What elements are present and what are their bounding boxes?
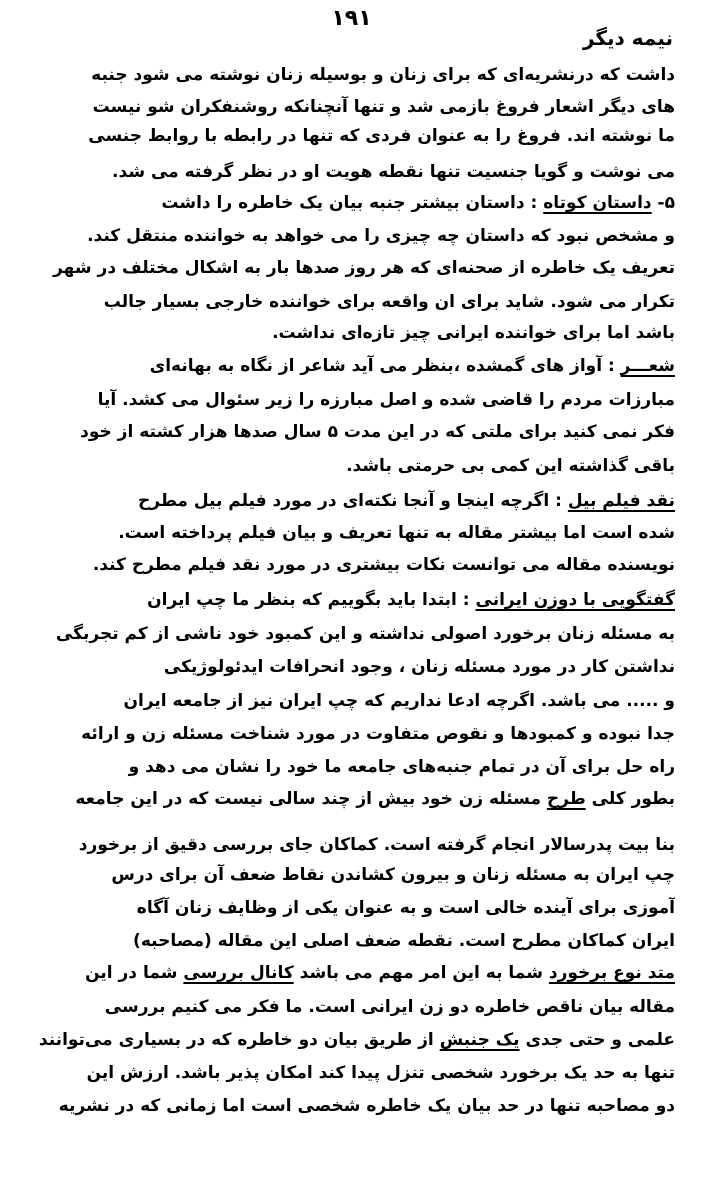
- line-text: می نوشت و گویا جنسیت تنها نقطه هویت او در نظر گرفته می شد.: [112, 162, 675, 182]
- line-text: جدا نبوده و کمبودها و نقوص متفاوت در مورد شناخت مسئله زن و ارائه: [81, 724, 675, 744]
- text-line: [23, 486, 675, 516]
- text-line: [23, 926, 675, 956]
- line-text: نویسنده مقاله می توانست نکات بیشتری در مورد نقد فیلم مطرح کند.: [92, 555, 675, 575]
- line-lead-text: بطور کلی: [585, 789, 675, 809]
- line-text: به مسئله زنان برخورد اصولی نداشته و این کمبود خود ناشی از کم تجربگی: [55, 624, 675, 644]
- text-line: [23, 784, 675, 814]
- text-line: [23, 417, 675, 447]
- text-line: [23, 385, 675, 415]
- section-heading: یک جنبش: [439, 1030, 520, 1050]
- text-line: [23, 1091, 675, 1121]
- section-heading: گفتگویی با دوزن ایرانی: [475, 590, 675, 610]
- line-text: نداشتن کار در مورد مسئله زنان ، وجود انحرافات ایدئولوژیکی: [163, 657, 675, 677]
- text-line: [23, 518, 675, 548]
- text-line: [23, 92, 675, 122]
- text-line: [23, 60, 675, 90]
- line-text: شما به این امر مهم می باشد: [293, 963, 549, 983]
- line-text: مبارزات مردم را قاضی شده و اصل مبارزه را زیر سئوال می کشد. آیا: [97, 390, 675, 410]
- page-number: ۱۹۱: [331, 6, 372, 31]
- text-line: [23, 157, 675, 187]
- line-text: ایران کماکان مطرح است. نقطه ضعف اصلی این مقاله (مصاحبه): [133, 931, 675, 951]
- text-line: [23, 318, 675, 348]
- text-line: [23, 619, 675, 649]
- line-text: تنها به حد یک برخورد شخصی تنزل پیدا کند امکان پذیر باشد. ارزش این: [86, 1063, 675, 1083]
- text-line: [23, 188, 675, 218]
- line-text: از طریق بیان دو خاطره که در بسیاری می‌توانند: [38, 1030, 440, 1050]
- line-text: بنا بیت پدرسالار انجام گرفته است. کماکان جای بررسی دقیق از برخورد: [78, 835, 675, 855]
- line-text: : ابتدا باید بگوییم که بنظر ما چپ ایران: [147, 590, 476, 610]
- text-line: [23, 719, 675, 749]
- text-line: [23, 860, 675, 890]
- line-text: : داستان بیشتر جنبه بیان یک خاطره را داشت: [161, 193, 544, 213]
- text-line: [23, 550, 675, 580]
- line-text: فکر نمی کنید برای ملتی که در این مدت ۵ سال صدها هزار کشته از خود: [80, 422, 675, 442]
- line-text: تعریف یک خاطره از صحنه‌ای که هر روز صدها بار به اشکال مختلف در شهر: [53, 258, 675, 278]
- text-line: [23, 121, 675, 151]
- line-text: تکرار می شود. شاید برای ان واقعه برای خواننده خارجی بسیار جالب: [103, 292, 675, 312]
- line-text: دو مصاحبه تنها در حد بیان یک خاطره شخصی است اما زمانی که در نشریه: [58, 1096, 675, 1116]
- line-text: های دیگر اشعار فروغ بازمی شد و تنها آنچنانکه روشنفکران شو نیست: [92, 97, 675, 117]
- line-text: باشد اما برای خواننده ایرانی چیز تازه‌ای نداشت.: [272, 323, 675, 343]
- line-text: مسئله زن خود بیش از چند سالی نیست که در این جامعه: [75, 789, 547, 809]
- underlined-phrase: کانال بررسی: [183, 963, 294, 983]
- text-line: [23, 652, 675, 682]
- line-text: داشت که درنشریه‌ای که برای زنان و بوسیله زنان نوشته می شود جنبه: [91, 65, 675, 85]
- line-text: آموزی برای آینده خالی است و به عنوان یکی از وظایف زنان آگاه: [136, 898, 675, 918]
- text-line: [23, 686, 675, 716]
- running-header: نیمه دیگر: [582, 26, 673, 50]
- text-line: [23, 1025, 675, 1055]
- line-text: چپ ایران به مسئله زنان و بیرون کشاندن نقاط ضعف آن برای درس: [111, 865, 675, 885]
- line-text: راه حل برای آن در تمام جنبه‌های جامعه ما خود را نشان می دهد و: [128, 757, 675, 777]
- text-line: [23, 287, 675, 317]
- line-text: مقاله بیان ناقص خاطره دو زن ایرانی است. ما فکر می کنیم بررسی: [104, 997, 675, 1017]
- section-heading: داستان کوتاه: [543, 193, 652, 213]
- text-line: [23, 958, 675, 988]
- line-text: ما نوشته اند. فروغ را به عنوان فردی که تنها در رابطه با روابط جنسی: [88, 126, 675, 146]
- text-line: [23, 221, 675, 251]
- text-line: [23, 992, 675, 1022]
- line-tail-text: شما در این: [85, 963, 184, 983]
- text-line: [23, 351, 675, 381]
- text-line: [23, 893, 675, 923]
- text-line: [23, 752, 675, 782]
- text-line: [23, 451, 675, 481]
- line-text: : آواز های گمشده ،بنظر می آید شاعر از نگاه به بهانه‌ای: [149, 356, 621, 376]
- section-heading: شعـــر: [620, 356, 675, 376]
- text-line: [23, 253, 675, 283]
- section-heading: نقد فیلم بیل: [567, 491, 675, 511]
- section-heading: متد نوع برخورد: [548, 963, 675, 983]
- line-text: شده است اما بیشتر مقاله به تنها تعریف و بیان فیلم پرداخته است.: [118, 523, 675, 543]
- line-text: باقی گذاشته این کمی بی حرمتی باشد.: [346, 456, 675, 476]
- text-line: [23, 1058, 675, 1088]
- line-lead-text: ۵-: [651, 193, 675, 213]
- line-lead-text: علمی و حتی جدی: [519, 1030, 675, 1050]
- section-heading: طرح: [546, 789, 586, 809]
- line-text: و ..... می باشد. اگرچه ادعا نداریم که چپ ایران نیز از جامعه ایران: [123, 691, 675, 711]
- text-line: [23, 585, 675, 615]
- line-text: : اگرچه اینجا و آنجا نکته‌ای در مورد فیلم بیل مطرح: [138, 491, 568, 511]
- text-line: [23, 830, 675, 860]
- line-text: و مشخص نبود که داستان چه چیزی را می خواهد به خواننده منتقل کند.: [87, 226, 675, 246]
